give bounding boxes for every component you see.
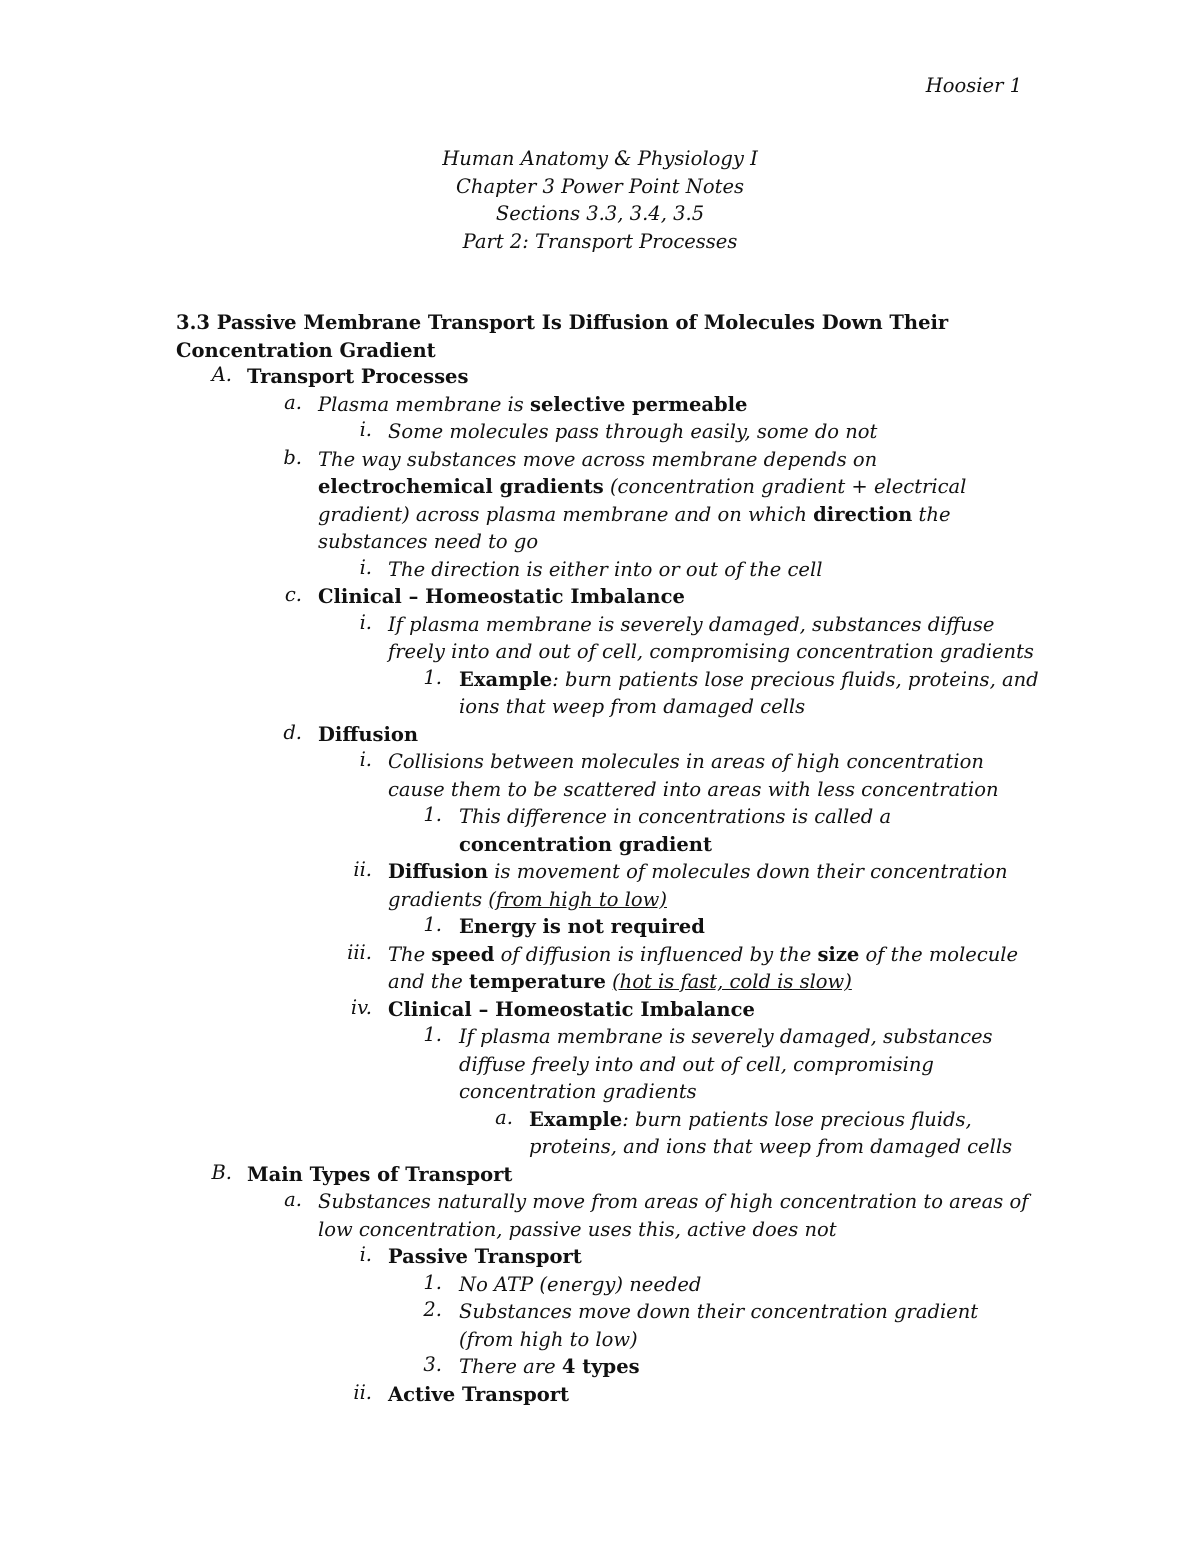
outline-item: electrochemical gradients (concentration gradient + electrical (318, 475, 967, 498)
outline-marker: a. (284, 1188, 302, 1211)
outline-heading: Passive Transport (388, 1245, 582, 1268)
part-title: Part 2: Transport Processes (462, 229, 738, 253)
outline-item: and the temperature (hot is fast, cold is slow) (388, 970, 852, 993)
outline-item: No ATP (energy) needed (459, 1272, 702, 1296)
outline-marker: ii. (353, 1380, 372, 1404)
title-block (0, 145, 1200, 255)
outline-item: low concentration, passive uses this, active does not (318, 1217, 837, 1241)
outline-item: cause them to be scattered into areas with less concentration (388, 777, 999, 801)
outline-item: There are 4 types (459, 1355, 640, 1378)
outline-item: gradient) across plasma membrane and on which direction the (318, 502, 951, 526)
outline-heading: Clinical – Homeostatic Imbalance (318, 585, 685, 608)
outline-heading: Active Transport (388, 1382, 570, 1406)
outline-marker: 3. (423, 1353, 442, 1376)
outline-marker: i. (359, 1243, 372, 1266)
outline-item: Diffusion is movement of molecules down their concentration (388, 860, 1008, 883)
outline-marker: a. (284, 390, 302, 414)
outline-item: Substances naturally move from areas of high concentration to areas of (318, 1190, 1029, 1213)
outline-item: Collisions between molecules in areas of high concentration (388, 750, 984, 773)
outline-marker: A. (211, 363, 232, 386)
outline-marker: 1. (423, 1023, 442, 1046)
outline-marker: b. (283, 445, 302, 469)
outline-item: (from high to low) (459, 1327, 638, 1351)
outline-heading: Clinical – Homeostatic Imbalance (388, 997, 755, 1021)
outline-item: The direction is either into or out of the cell (388, 557, 823, 581)
outline-heading: Main Types of Transport (247, 1162, 513, 1186)
outline-item: The way substances move across membrane depends on (318, 447, 878, 471)
outline-item: concentration gradients (459, 1080, 697, 1103)
outline-marker: 1. (423, 803, 442, 826)
outline-marker: i. (359, 610, 372, 634)
outline-marker: c. (284, 583, 302, 606)
outline-marker: a. (495, 1105, 513, 1129)
outline-item: Plasma membrane is selective permeable (318, 392, 748, 416)
sections-title: Sections 3.3, 3.4, 3.5 (495, 202, 705, 225)
outline-item: Energy is not required (459, 915, 705, 938)
outline-marker: d. (283, 720, 302, 744)
outline-marker: i. (359, 418, 372, 441)
outline-marker: i. (359, 748, 372, 771)
outline-item: Substances move down their concentration gradient (459, 1300, 979, 1323)
outline-item: substances need to go (318, 530, 539, 553)
outline-item: ions that weep from damaged cells (459, 695, 806, 718)
course-title: Human Anatomy & Physiology I (442, 147, 758, 170)
outline-heading: Transport Processes (247, 365, 469, 388)
outline-item: The speed of diffusion is influenced by the size of the molecule (388, 942, 1019, 966)
outline-item: diffuse freely into and out of cell, compromising (459, 1052, 934, 1076)
outline-marker: 2. (423, 1298, 442, 1321)
outline-marker: 1. (423, 665, 442, 689)
chapter-title: Chapter 3 Power Point Notes (456, 174, 744, 198)
outline-item: This difference in concentrations is called a (459, 805, 892, 828)
outline-item: concentration gradient (459, 832, 712, 856)
outline-marker: 1. (423, 1270, 442, 1294)
outline-item: Example: burn patients lose precious fluids, (529, 1107, 972, 1131)
outline-marker: ii. (353, 858, 372, 881)
outline-item: gradients (from high to low) (388, 887, 667, 911)
page-header: Hoosier 1 (925, 74, 1022, 97)
outline-marker: iii. (347, 940, 372, 964)
outline-item: If plasma membrane is severely damaged, substances (459, 1025, 993, 1048)
outline-item: proteins, and ions that weep from damaged cells (529, 1135, 1013, 1158)
outline-marker: i. (359, 555, 372, 579)
outline-item: Some molecules pass through easily, some do not (388, 420, 878, 443)
outline-item: If plasma membrane is severely damaged, substances diffuse (388, 612, 995, 636)
outline-heading: Diffusion (318, 722, 419, 746)
outline-marker: 1. (423, 913, 442, 936)
outline-item: Example: burn patients lose precious fluids, proteins, and (459, 667, 1039, 691)
outline-marker: B. (211, 1160, 232, 1184)
section-heading: 3.3 Passive Membrane Transport Is Diffusion of Molecules Down Their Concentration Gradient (176, 311, 949, 362)
outline-item: freely into and out of cell, compromising concentration gradients (388, 640, 1034, 663)
outline-marker: iv. (350, 995, 372, 1019)
